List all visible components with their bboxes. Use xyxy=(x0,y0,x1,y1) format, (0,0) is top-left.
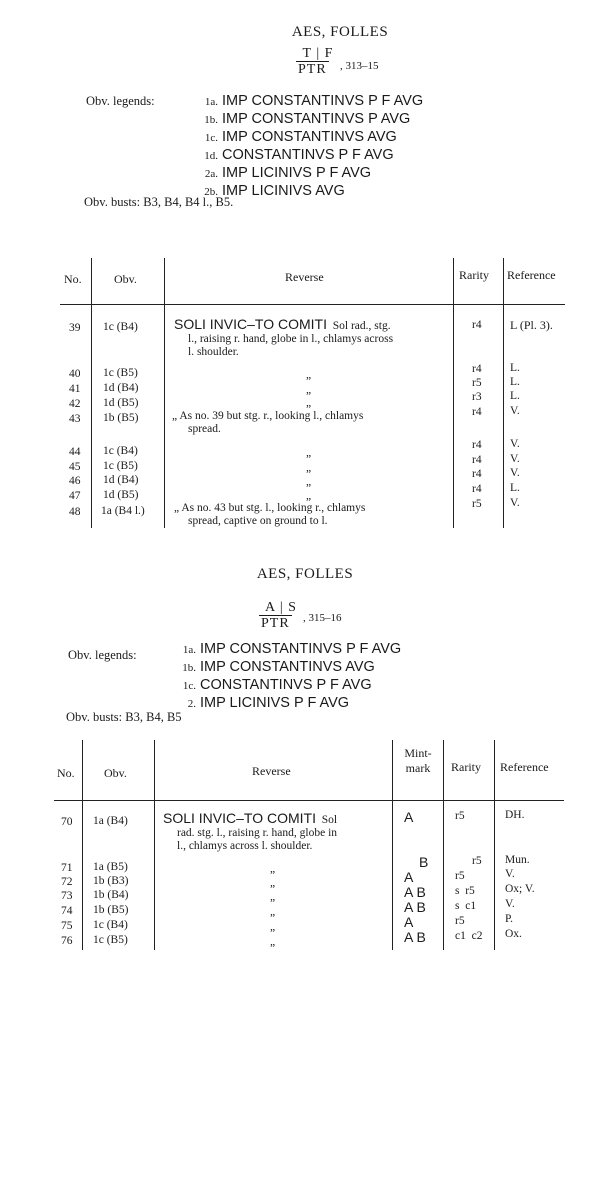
table-row-obv: 1b (B3) xyxy=(93,875,129,887)
table-row-no: 42 xyxy=(69,398,81,410)
table-row-obv: 1c (B5) xyxy=(93,934,128,946)
table-row-reference: L. xyxy=(510,362,520,374)
table-row-rarity: r5 xyxy=(472,498,482,510)
table-row-obv: 1c (B4) xyxy=(103,445,138,457)
table-row-reverse: „ xyxy=(270,891,276,903)
legend-item: 1d. CONSTANTINVS P F AVG xyxy=(204,147,394,163)
legend-item: 1c. IMP CONSTANTINVS AVG xyxy=(204,129,397,145)
table-row-reference: L. xyxy=(510,390,520,402)
table-row-reverse: „ xyxy=(306,384,312,396)
table-2-divider xyxy=(154,740,155,950)
table-1-header-rarity: Rarity xyxy=(459,268,489,282)
table-row-rarity: s c1 xyxy=(455,900,477,912)
table-row-reference: Ox. xyxy=(505,928,522,940)
table-2-header-reference: Reference xyxy=(500,760,549,774)
table-row-no: 71 xyxy=(61,862,73,874)
table-row-obv: 1c (B4) xyxy=(93,919,128,931)
table-row-reference: V. xyxy=(510,405,520,417)
table-1-divider xyxy=(91,258,92,528)
table-row-rarity: r5 xyxy=(455,810,465,822)
table-row-reverse: „ As no. 43 but stg. l., looking r., chlamys spread, captive on ground to l. xyxy=(174,502,366,527)
table-row-obv: 1c (B5) xyxy=(103,367,138,379)
table-row-no: 45 xyxy=(69,461,81,473)
section-1-busts: Obv. busts: B3, B4, B4 l., B5. xyxy=(84,195,234,209)
section-2-busts: Obv. busts: B3, B4, B5 xyxy=(66,710,182,724)
table-row-mintmark: A xyxy=(404,809,414,825)
section-2-title: AES, FOLLES xyxy=(256,566,354,582)
table-row-reverse: „ xyxy=(306,462,312,474)
table-1-header-reverse: Reverse xyxy=(285,270,324,284)
table-2-divider xyxy=(392,740,393,950)
table-row-rarity: r4 xyxy=(472,406,482,418)
table-row-reference: Mun. xyxy=(505,854,530,866)
table-row-no: 73 xyxy=(61,890,73,902)
table-row-reverse: „ xyxy=(270,936,276,948)
table-row-reference: V. xyxy=(510,453,520,465)
table-row-reference: V. xyxy=(510,467,520,479)
table-row-mintmark: A xyxy=(404,869,414,885)
table-row-reference: V. xyxy=(505,898,515,910)
table-row-rarity: c1 c2 xyxy=(455,930,483,942)
section-1-title: AES, FOLLES xyxy=(291,24,389,40)
table-row-no: 75 xyxy=(61,920,73,932)
table-row-reverse: „ xyxy=(306,476,312,488)
table-2-header-obv: Obv. xyxy=(104,766,127,780)
table-row-obv: 1d (B5) xyxy=(103,397,139,409)
table-row-reverse: „ xyxy=(270,906,276,918)
table-row-reverse: „ xyxy=(270,863,276,875)
section-2-legends xyxy=(170,641,401,713)
mintmark-2-bottom: PTR xyxy=(261,616,290,631)
table-2-divider xyxy=(82,740,83,950)
table-row-no: 40 xyxy=(69,368,81,380)
mintmark-1 xyxy=(296,46,340,77)
table-row-reverse: „ xyxy=(270,877,276,889)
legend-item: 2a. IMP LICINIVS P F AVG xyxy=(204,165,372,181)
table-row-reverse: „ xyxy=(270,921,276,933)
table-row-reference: V. xyxy=(510,497,520,509)
table-row-obv: 1a (B4) xyxy=(93,815,128,827)
table-row-rarity: r4 xyxy=(472,454,482,466)
table-row-rarity: r4 xyxy=(472,319,482,331)
legend-item: 1a. IMP CONSTANTINVS P F AVG xyxy=(204,93,424,109)
table-row-rarity: r4 xyxy=(472,363,482,375)
table-row-mintmark: A B xyxy=(404,899,426,915)
table-1-header-no: No. xyxy=(64,272,82,286)
table-row-rarity: r4 xyxy=(472,439,482,451)
table-row-reference: L. xyxy=(510,482,520,494)
table-row-reference: L. xyxy=(510,376,520,388)
table-row-obv: 1d (B4) xyxy=(103,382,139,394)
table-row-rarity: r5 xyxy=(455,870,465,882)
mintmark-2 xyxy=(259,600,303,631)
table-row-rarity: r5 xyxy=(455,915,465,927)
table-row-rarity: r5 xyxy=(472,855,482,867)
table-1-divider xyxy=(453,258,454,528)
table-2-header-mintmark: Mint- mark xyxy=(404,746,432,775)
table-2-header-no: No. xyxy=(57,766,75,780)
table-1-header-reference: Reference xyxy=(507,268,556,282)
table-row-obv: 1b (B4) xyxy=(93,889,129,901)
legend-item: 2b. IMP LICINIVS AVG xyxy=(204,183,345,199)
table-row-no: 44 xyxy=(69,446,81,458)
table-row-reference: Ox; V. xyxy=(505,883,535,895)
table-2-header-rule xyxy=(54,800,564,801)
legend-item: 2. IMP LICINIVS P F AVG xyxy=(187,695,350,711)
table-row-reverse: „ As no. 39 but stg. r., looking l., chlamys spread. xyxy=(172,410,364,435)
table-row-obv: 1d (B4) xyxy=(103,474,139,486)
table-row-reference: V. xyxy=(505,868,515,880)
section-1-legends-label: Obv. legends: xyxy=(86,94,155,108)
table-1-divider xyxy=(503,258,504,528)
table-row-mintmark: A xyxy=(404,914,414,930)
table-row-no: 41 xyxy=(69,383,81,395)
mintmark-1-bottom: PTR xyxy=(298,62,327,77)
legend-item: 1a. IMP CONSTANTINVS P F AVG xyxy=(182,641,402,657)
table-row-no: 46 xyxy=(69,475,81,487)
table-row-mintmark: A B xyxy=(404,884,426,900)
table-row-reference: P. xyxy=(505,913,513,925)
table-row-reference: DH. xyxy=(505,809,525,821)
table-row-obv: 1c (B4) xyxy=(103,321,138,333)
table-1-header-rule xyxy=(60,304,565,305)
table-2-divider xyxy=(443,740,444,950)
table-row-rarity: s r5 xyxy=(455,885,475,897)
legend-item: 1c. CONSTANTINVS P F AVG xyxy=(182,677,372,693)
table-1-divider xyxy=(164,258,165,528)
table-row-rarity: r5 xyxy=(472,377,482,389)
table-row-no: 70 xyxy=(61,816,73,828)
table-row-no: 48 xyxy=(69,506,81,518)
table-2-header-reverse: Reverse xyxy=(252,764,291,778)
table-row-no: 43 xyxy=(69,413,81,425)
section-1-date: , 313–15 xyxy=(340,60,379,72)
table-row-mintmark: A B xyxy=(404,929,426,945)
table-row-obv: 1d (B5) xyxy=(103,489,139,501)
table-row-no: 76 xyxy=(61,935,73,947)
table-row-reverse: „ xyxy=(306,397,312,409)
table-row-obv: 1a (B5) xyxy=(93,861,128,873)
table-row-reverse: SOLI INVIC–TO COMITI Sol rad., stg. l., raising r. hand, globe in l., chlamys across l. shoulder. xyxy=(174,316,394,358)
table-row-no: 72 xyxy=(61,876,73,888)
table-row-no: 39 xyxy=(69,322,81,334)
table-row-reverse: „ xyxy=(306,369,312,381)
table-2-header-rarity: Rarity xyxy=(451,760,481,774)
table-row-obv: 1b (B5) xyxy=(93,904,129,916)
section-1-legends xyxy=(192,93,423,201)
table-row-reverse: „ xyxy=(306,490,312,502)
table-row-obv: 1c (B5) xyxy=(103,460,138,472)
table-row-reference: V. xyxy=(510,438,520,450)
table-row-rarity: r4 xyxy=(472,468,482,480)
table-row-reverse: „ xyxy=(306,447,312,459)
table-2-divider xyxy=(494,740,495,950)
table-row-no: 74 xyxy=(61,905,73,917)
legend-item: 1b. IMP CONSTANTINVS AVG xyxy=(182,659,375,675)
table-row-reference: L (Pl. 3). xyxy=(510,318,553,332)
table-row-obv: 1b (B5) xyxy=(103,412,139,424)
section-2-legends-label: Obv. legends: xyxy=(68,648,137,662)
table-row-obv: 1a (B4 l.) xyxy=(101,505,145,517)
table-1-header-obv: Obv. xyxy=(114,272,137,286)
legend-item: 1b. IMP CONSTANTINVS P AVG xyxy=(204,111,411,127)
table-row-mintmark: B xyxy=(419,854,429,870)
table-row-rarity: r4 xyxy=(472,483,482,495)
mintmark-1-top: T | F xyxy=(302,46,334,61)
table-row-reverse: SOLI INVIC–TO COMITI Sol rad. stg. l., raising r. hand, globe in l., chlamys across l. shoulder. xyxy=(163,810,338,852)
section-2-date: , 315–16 xyxy=(303,612,342,624)
mintmark-2-top: A | S xyxy=(265,600,297,615)
table-row-no: 47 xyxy=(69,490,81,502)
table-row-rarity: r3 xyxy=(472,391,482,403)
